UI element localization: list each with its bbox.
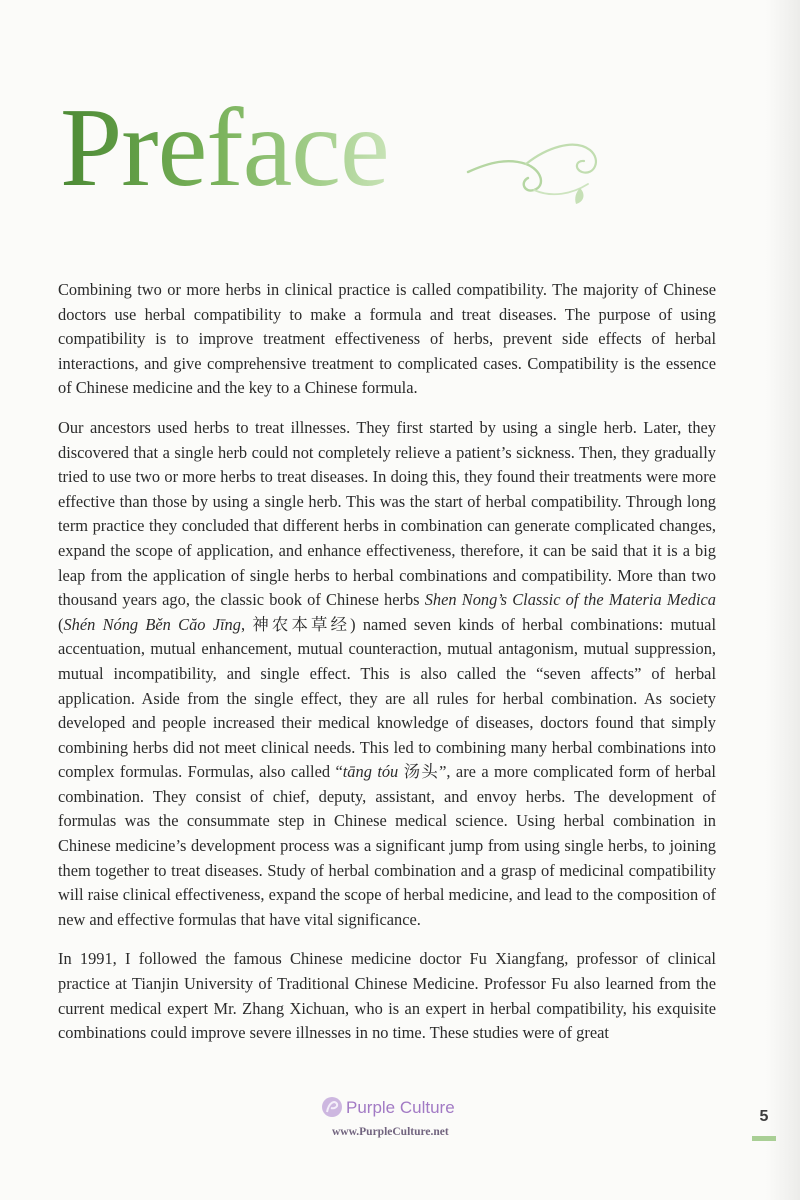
book-title: Shen Nong’s Classic of the Materia Medica	[424, 590, 716, 610]
watermark-url: www.PurpleCulture.net	[332, 1126, 449, 1138]
page-title: Preface	[60, 86, 389, 210]
paragraph-1: Combining two or more herbs in clinical practice is called compatibility. The majority of Chinese doctors use herbal compatibility to make a formula and treat diseases. The purpose of using compatibility is to improve treatment effectiveness of herbs, prevent side effects of herbal interactions, and give comprehensive treatment to complicated cases. Compatibility is the essence of Chinese medicine and the key to a Chinese formula.	[58, 280, 716, 398]
term-chinese: 汤头	[398, 762, 440, 782]
page-edge-shadow	[766, 0, 800, 1200]
body-text	[58, 278, 716, 1061]
paragraph-2-part-2: (	[58, 614, 64, 634]
paragraph-2	[58, 416, 716, 932]
flourish-ornament-icon	[462, 128, 612, 208]
watermark-name: Purple Culture	[346, 1098, 455, 1117]
paragraph-2-part-3: named seven kinds of herbal combinations: mutual accentuation, mutual enhancement, mutual counteraction, mutual antagonism, mutual suppression, mutual incompatibility, and single effect. This is also called the “seven affects” of herbal application. Aside from the single effect, they are all rules for herbal combination. As society developed and people increased their medical knowledge of diseases, doctors found that simply combining herbs did not meet clinical needs. This led to combining many herbal combinations into complex formulas. Formulas, also called “	[58, 614, 716, 782]
title-block	[60, 86, 620, 212]
page-number-rule	[752, 1136, 776, 1141]
book-chinese: , 神农本草经)	[240, 614, 356, 634]
purple-culture-logo-icon	[320, 1094, 344, 1122]
paragraph-2-part-4: ”, are a more complicated form of herbal combination. They consist of chief, deputy, assistant, and envoy herbs. The development of formulas was the consummate step in Chinese medical science. Using herbal combination in Chinese medicine’s development process was a significant jump from using single herbs, to joining them together to treat diseases. Study of herbal combination and a grasp of medicinal compatibility will raise clinical effectiveness, expand the scope of herbal medicine, and lead to the composition of new and effective formulas that have vital significance.	[58, 762, 716, 929]
watermark	[318, 1094, 508, 1144]
paragraph-3: In 1991, I followed the famous Chinese medicine doctor Fu Xiangfang, professor of clinical practice at Tianjin University of Traditional Chinese Medicine. Professor Fu also learned from the current medical expert Mr. Zhang Xichuan, who is an expert in herbal compatibility, his exquisite combinations could improve severe illnesses in no time. These studies were of great	[58, 949, 716, 1043]
page-number: 5	[759, 1108, 769, 1125]
paragraph-2-part-1: Our ancestors used herbs to treat illnesses. They first started by using a single herb. Later, they discovered that a single herb could not completely relieve a patient’s sickness. Then, they gradually tried to use two or more herbs to treat diseases. In doing this, they found their treatments were more effective than those by using a single herb. This was the start of herbal compatibility. Through long term practice they concluded that different herbs in combination can generate complicated changes, expand the scope of application, and enhance effectiveness, therefore, it can be said that it is a big leap from the application of single herbs to herbal combinations and compatibility. More than two thousand years ago, the classic book of Chinese herbs	[58, 417, 716, 610]
term-pinyin: tāng tóu	[342, 762, 399, 782]
book-pinyin: Shén Nóng Běn Căo Jīng	[63, 614, 241, 634]
